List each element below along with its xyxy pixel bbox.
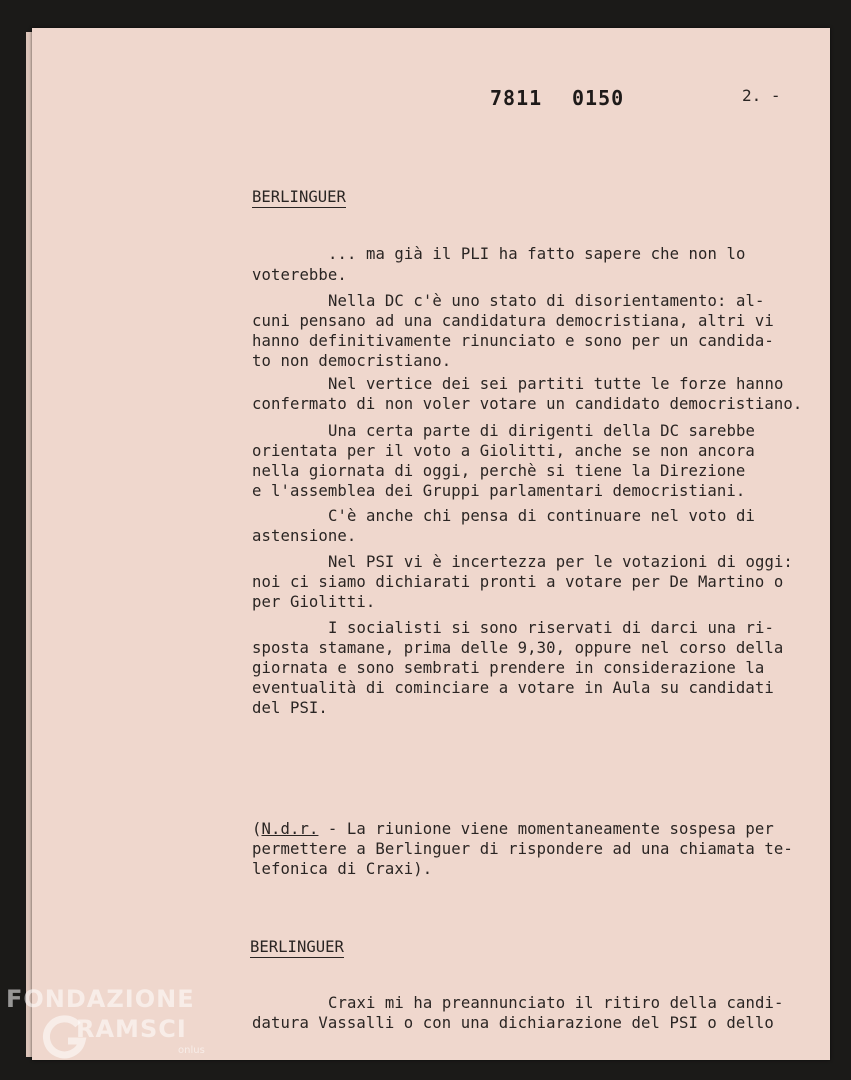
speaker-heading: BERLINGUER [252, 188, 346, 206]
note-label: N.d.r. [261, 820, 319, 838]
note-open-paren: ( [252, 820, 262, 838]
body-line: Una certa parte di dirigenti della DC sarebbe [328, 422, 755, 440]
document-code-left: 7811 [490, 86, 543, 110]
body-line: noi ci siamo dichiarati pronti a votare per De Martino o [252, 573, 784, 591]
body-line: nella giornata di oggi, perchè si tiene la Direzione [252, 462, 746, 480]
body-line: per Giolitti. [252, 593, 376, 611]
watermark-suffix: onlus [178, 1045, 205, 1056]
fondazione-gramsci-watermark [6, 985, 216, 1065]
body-line: del PSI. [252, 699, 328, 717]
speaker-heading: BERLINGUER [250, 938, 344, 956]
editor-note-line [252, 819, 774, 840]
watermark-line2: RAMSCI [76, 1015, 187, 1043]
body-line: datura Vassalli o con una dichiarazione del PSI o dello [252, 1014, 774, 1032]
body-line: Nel vertice dei sei partiti tutte le forze hanno [328, 375, 784, 393]
document-code-right: 0150 [572, 86, 625, 110]
body-line: I socialisti si sono riservati di darci una ri- [328, 619, 774, 637]
body-line: sposta stamane, prima delle 9,30, oppure nel corso della [252, 639, 784, 657]
editor-note-line: lefonica di Craxi). [252, 860, 433, 878]
page-number: 2. - [742, 86, 781, 105]
body-line: e l'assemblea dei Gruppi parlamentari democristiani. [252, 482, 746, 500]
body-line: C'è anche chi pensa di continuare nel voto di [328, 507, 755, 525]
body-line: confermato di non voler votare un candidato democristiano. [252, 395, 803, 413]
body-line: orientata per il voto a Giolitti, anche se non ancora [252, 442, 755, 460]
body-line: cuni pensano ad una candidatura democristiana, altri vi [252, 312, 774, 330]
body-line: Nella DC c'è uno stato di disorientamento: al- [328, 292, 765, 310]
body-line: Craxi mi ha preannunciato il ritiro della candi- [328, 994, 784, 1012]
body-line: to non democristiano. [252, 352, 452, 370]
body-line: astensione. [252, 527, 357, 545]
body-line: ... ma già il PLI ha fatto sapere che non lo [328, 245, 746, 263]
body-line: Nel PSI vi è incertezza per le votazioni di oggi: [328, 553, 793, 571]
body-line: voterebbe. [252, 266, 347, 284]
body-line: hanno definitivamente rinunciato e sono per un candida- [252, 332, 774, 350]
body-line: giornata e sono sembrati prendere in considerazione la [252, 659, 765, 677]
editor-note-line: permettere a Berlinguer di rispondere ad una chiamata te- [252, 840, 793, 858]
body-line: eventualità di cominciare a votare in Aula su candidati [252, 679, 774, 697]
watermark-line1: FONDAZIONE [6, 985, 195, 1013]
note-text: - La riunione viene momentaneamente sospesa per [318, 820, 774, 838]
